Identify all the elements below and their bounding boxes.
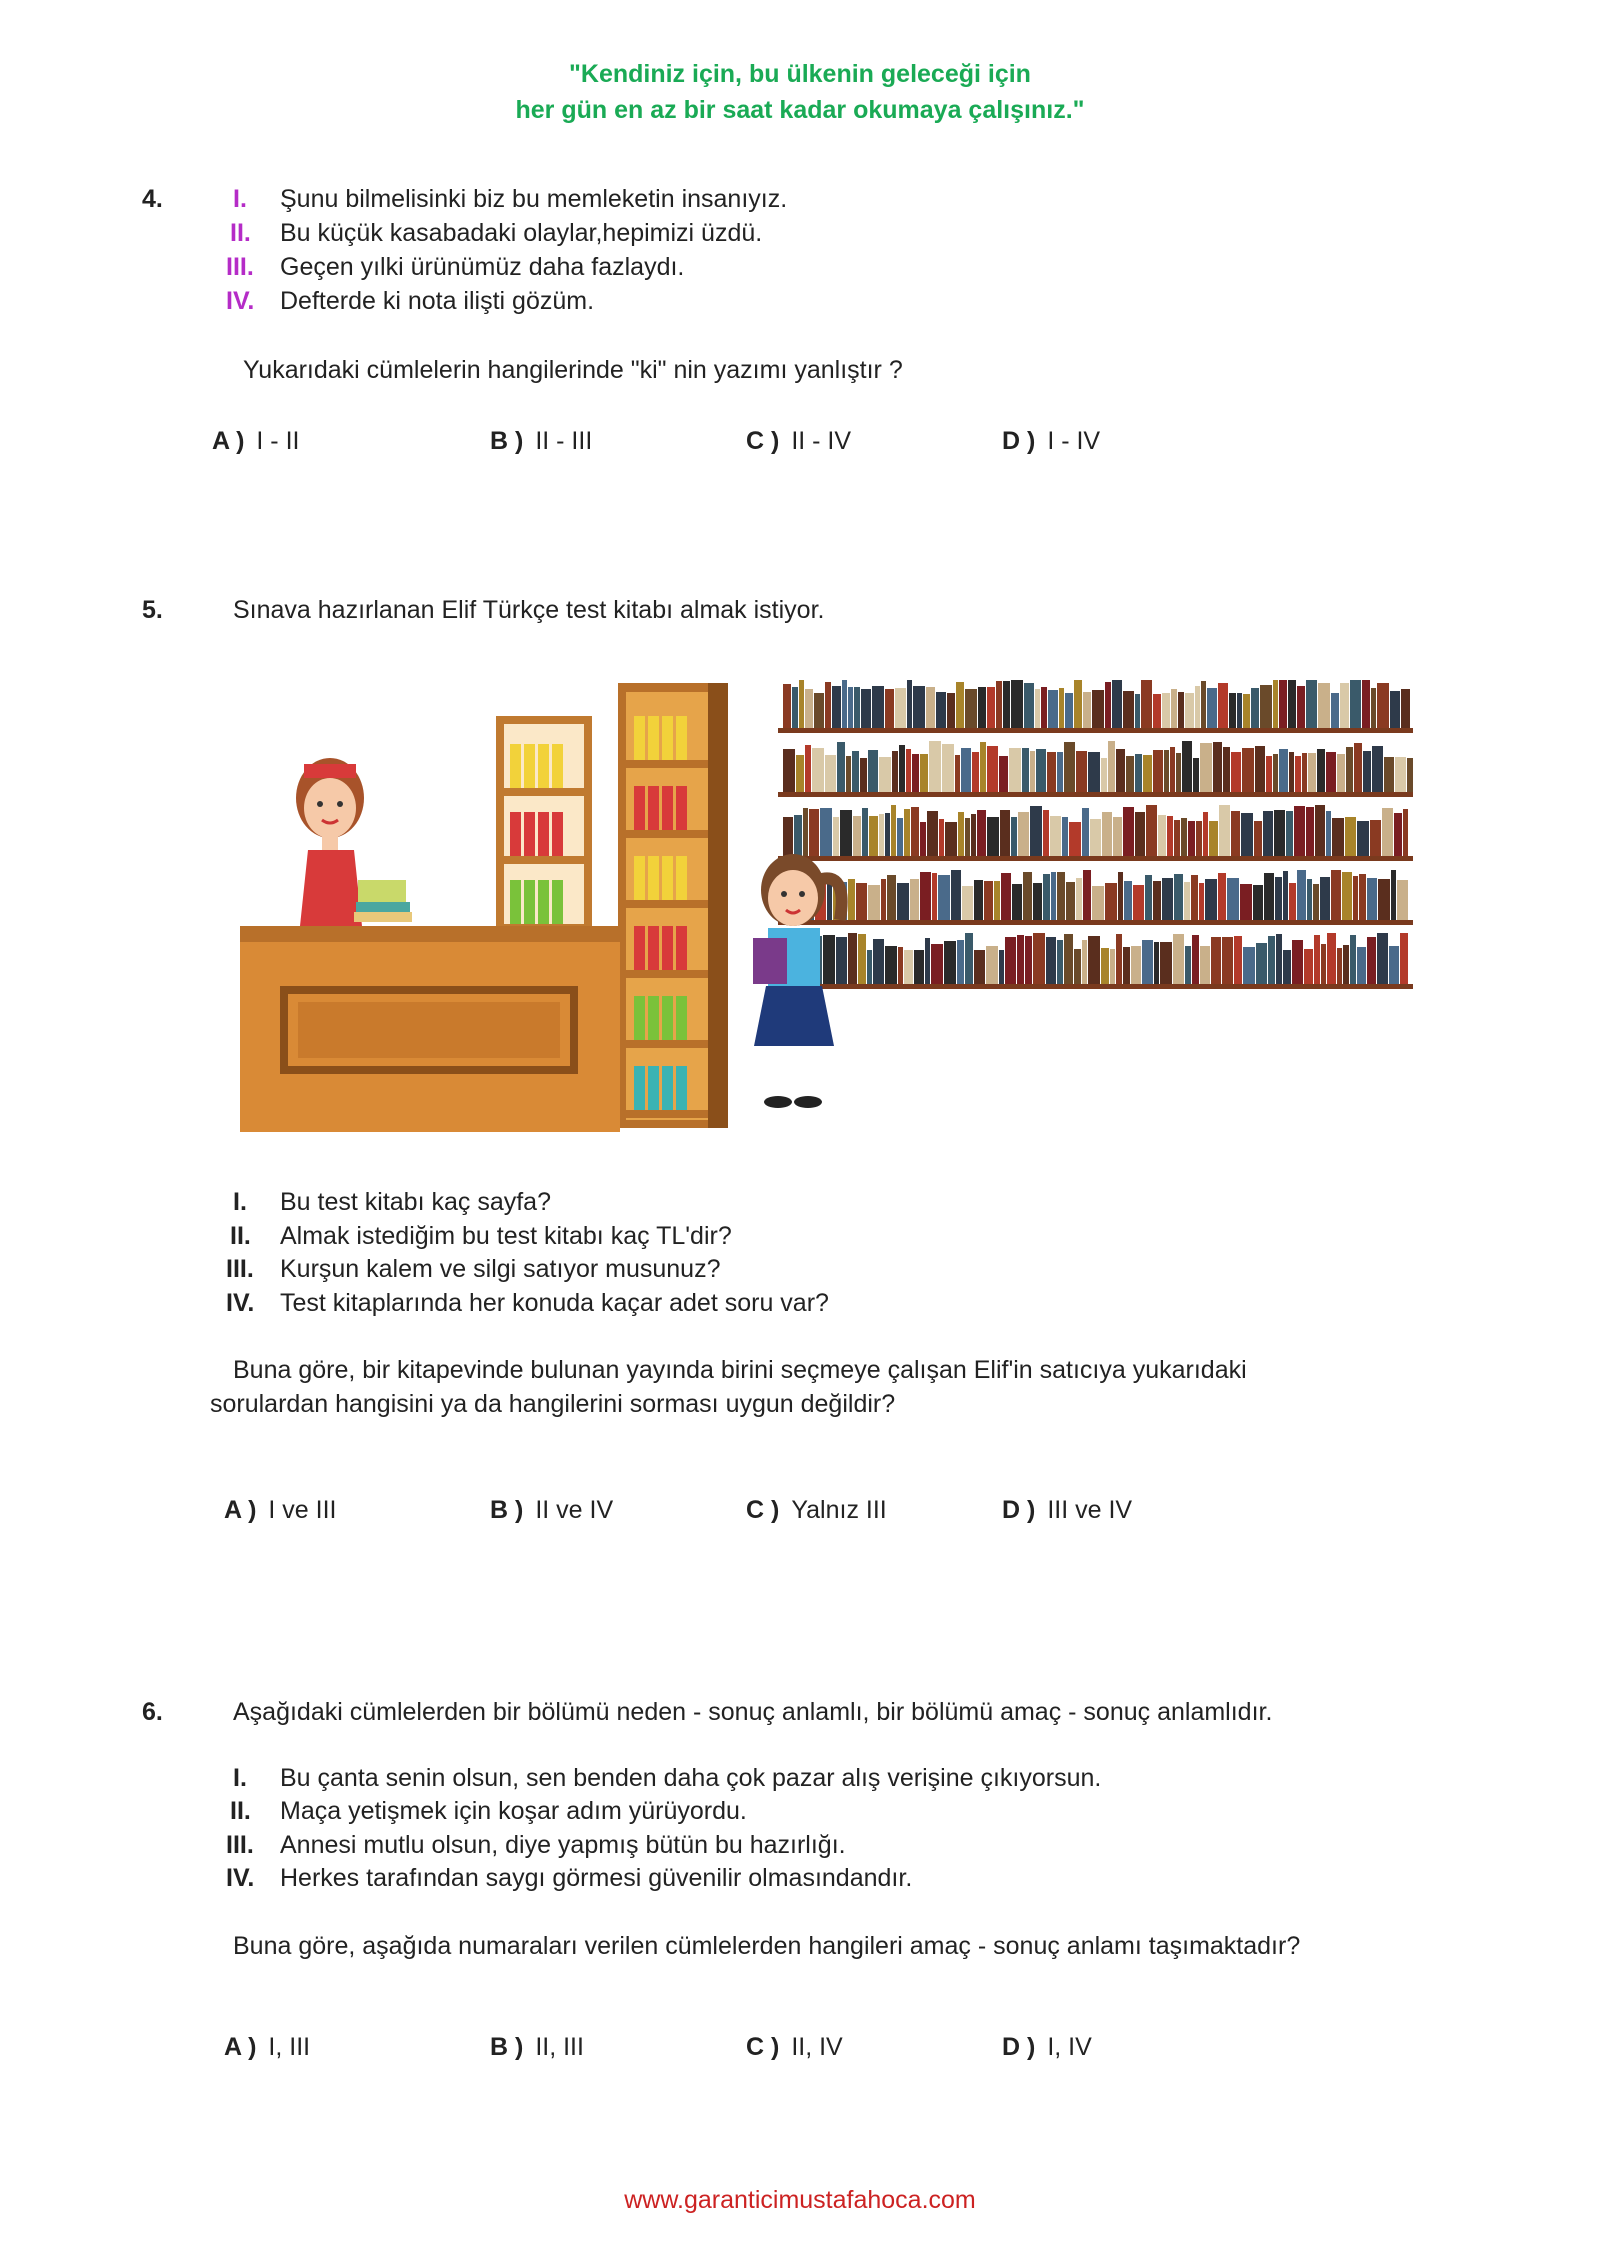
statement-text: Şunu bilmelisinki biz bu memleketin insanıyız. — [280, 185, 788, 213]
bookstore-illustration — [238, 680, 1413, 1160]
option-c[interactable] — [746, 1496, 887, 1525]
option-letter: C ) — [746, 2033, 780, 2061]
question-number: 6. — [142, 1698, 163, 1726]
option-letter: D ) — [1002, 2033, 1036, 2061]
question-stem: Yukarıdaki cümlelerin hangilerinde "ki" nin yazımı yanlıştır ? — [243, 356, 903, 384]
option-text: I - II — [256, 427, 300, 455]
roman-numeral: II. — [230, 1222, 251, 1250]
option-text: I, III — [268, 2033, 311, 2061]
option-letter: A ) — [224, 1496, 257, 1524]
option-text: Yalnız III — [791, 1496, 887, 1524]
roman-numeral: IV. — [226, 1289, 255, 1317]
roman-numeral: IV. — [226, 1864, 255, 1892]
option-c[interactable] — [746, 2033, 843, 2062]
option-letter: A ) — [224, 2033, 257, 2061]
roman-numeral: IV. — [226, 287, 255, 315]
roman-numeral: II. — [230, 219, 251, 247]
option-d[interactable] — [1002, 1496, 1132, 1525]
statement-text: Annesi mutlu olsun, diye yapmış bütün bu hazırlığı. — [280, 1831, 846, 1859]
question-number: 4. — [142, 185, 163, 213]
option-d[interactable] — [1002, 427, 1100, 456]
quote-line-1: "Kendiniz için, bu ülkenin geleceği için — [569, 60, 1031, 88]
option-letter: C ) — [746, 427, 780, 455]
option-a[interactable] — [224, 2033, 310, 2062]
option-letter: B ) — [490, 1496, 524, 1524]
option-c[interactable] — [746, 427, 851, 456]
statement-text: Kurşun kalem ve silgi satıyor musunuz? — [280, 1255, 721, 1283]
statement-text: Bu küçük kasabadaki olaylar,hepimizi üzdü. — [280, 219, 763, 247]
statement-text: Defterde ki nota ilişti gözüm. — [280, 287, 595, 315]
wall-bookshelf — [778, 680, 1413, 989]
option-b[interactable] — [490, 427, 592, 456]
motto-quote — [0, 56, 1600, 128]
footer-website-link[interactable]: www.garanticimustafahoca.com — [624, 2186, 976, 2214]
option-text: II, IV — [791, 2033, 843, 2061]
option-a[interactable] — [212, 427, 299, 456]
option-letter: B ) — [490, 427, 524, 455]
question-intro: Aşağıdaki cümlelerden bir bölümü neden - sonuç anlamlı, bir bölümü amaç - sonuç anlamlıdır. — [233, 1698, 1273, 1726]
statement-text: Geçen yılki ürünümüz daha fazlaydı. — [280, 253, 685, 281]
option-text: II, III — [535, 2033, 584, 2061]
option-text: II - IV — [791, 427, 852, 455]
option-a[interactable] — [224, 1496, 337, 1525]
option-text: II - III — [535, 427, 593, 455]
question-stem-line-2: sorulardan hangisini ya da hangilerini sorması uygun değildir? — [210, 1390, 896, 1418]
question-number: 5. — [142, 596, 163, 624]
question-intro: Sınava hazırlanan Elif Türkçe test kitabı almak istiyor. — [233, 596, 825, 624]
option-d[interactable] — [1002, 2033, 1092, 2062]
quote-line-2: her gün en az bir saat kadar okumaya çalışınız." — [515, 96, 1085, 124]
seller-figure — [290, 758, 412, 926]
option-letter: D ) — [1002, 1496, 1036, 1524]
question-stem-line-1: Buna göre, bir kitapevinde bulunan yayında birini seçmeye çalışan Elif'in satıcıya yukarıdaki — [233, 1356, 1247, 1384]
roman-numeral: III. — [226, 1831, 254, 1859]
statement-text: Almak istediğim bu test kitabı kaç TL'dir? — [280, 1222, 732, 1250]
statement-text: Maça yetişmek için koşar adım yürüyordu. — [280, 1797, 747, 1825]
option-text: I, IV — [1047, 2033, 1092, 2061]
roman-numeral: I. — [233, 1764, 247, 1792]
roman-numeral: I. — [233, 185, 247, 213]
option-text: I - IV — [1047, 427, 1101, 455]
roman-numeral: I. — [233, 1188, 247, 1216]
statement-text: Test kitaplarında her konuda kaçar adet soru var? — [280, 1289, 829, 1317]
roman-numeral: II. — [230, 1797, 251, 1825]
statement-text: Bu test kitabı kaç sayfa? — [280, 1188, 551, 1216]
option-text: I ve III — [268, 1496, 337, 1524]
option-letter: B ) — [490, 2033, 524, 2061]
roman-numeral: III. — [226, 1255, 254, 1283]
option-b[interactable] — [490, 1496, 613, 1525]
option-b[interactable] — [490, 2033, 584, 2062]
option-letter: D ) — [1002, 427, 1036, 455]
statement-text: Bu çanta senin olsun, sen benden daha çok pazar alış verişine çıkıyorsun. — [280, 1764, 1102, 1792]
option-text: II ve IV — [535, 1496, 614, 1524]
option-letter: C ) — [746, 1496, 780, 1524]
question-stem: Buna göre, aşağıda numaraları verilen cümlelerden hangileri amaç - sonuç anlamı taşımaktadır? — [233, 1932, 1301, 1960]
statement-text: Herkes tarafından saygı görmesi güvenilir olmasındandır. — [280, 1864, 913, 1892]
option-letter: A ) — [212, 427, 245, 455]
roman-numeral: III. — [226, 253, 254, 281]
option-text: III ve IV — [1047, 1496, 1133, 1524]
